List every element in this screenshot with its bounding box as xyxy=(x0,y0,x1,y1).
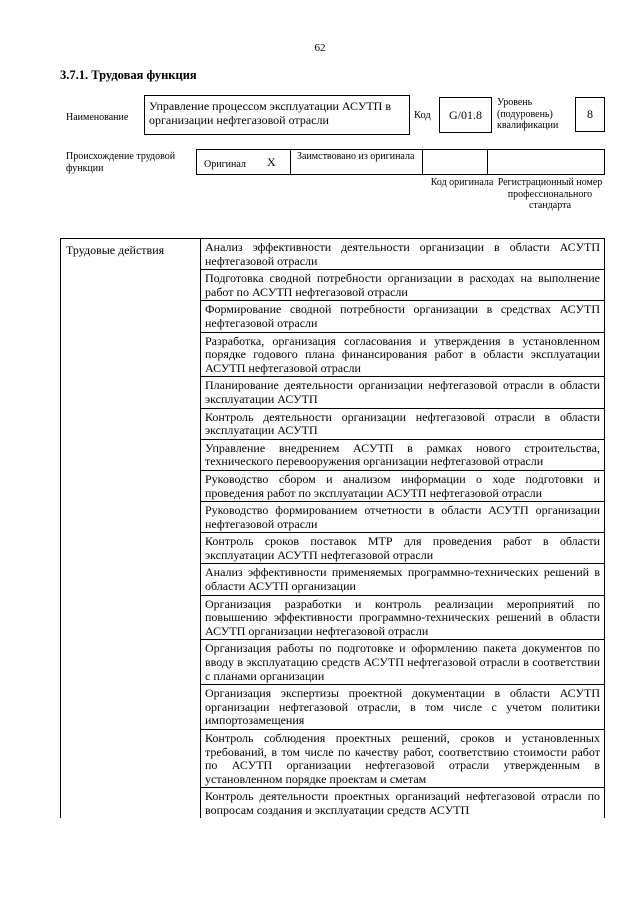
origin-original-cell xyxy=(197,150,291,174)
origin-reg-number-cell xyxy=(488,150,604,174)
borrowed-label: Заимствовано из оригинала xyxy=(297,151,415,162)
labor-action-item: Организация разработки и контроль реализации мероприятий по повышению эффективности программно-технических решений в области АСУТП организации нефтегазовой отрасли xyxy=(201,596,604,641)
labor-action-item: Разработка, организация согласования и утверждения в установленном порядке годового плана финансирования работ в области эксплуатации АСУТП нефтегазовой отрасли xyxy=(201,333,604,378)
origin-table xyxy=(196,149,605,175)
labor-action-item: Организация работы по подготовке и оформлению пакета документов по вводу в эксплуатацию средств АСУТП нефтегазовой отрасли в соответствии с планами организации xyxy=(201,640,604,685)
labor-action-item: Организация экспертизы проектной документации в области АСУТП организации нефтегазовой отрасли, в том числе с учетом политики импортозамещения xyxy=(201,685,604,730)
labor-action-item: Контроль соблюдения проектных решений, сроков и установленных требований, в том числе по качеству работ, соответствию стоимости работ по АСУТП организации нефтегазовой отрасли утвержденным в установленном порядке проектам и сметам xyxy=(201,730,604,788)
labor-action-item: Планирование деятельности организации нефтегазовой отрасли в области эксплуатации АСУТП xyxy=(201,377,604,408)
origin-label: Происхождение трудовой функции xyxy=(66,151,176,174)
reg-number-caption: Регистрационный номер профессионального стандарта xyxy=(497,177,603,211)
labor-action-item: Руководство формированием отчетности в области АСУТП организации нефтегазовой отрасли xyxy=(201,502,604,533)
labor-action-item: Анализ эффективности применяемых программно-технических решений в области АСУТП организации xyxy=(201,564,604,595)
code-label: Код xyxy=(414,110,431,121)
qualification-level-value: 8 xyxy=(575,97,605,132)
labor-action-item: Контроль деятельности проектных организаций нефтегазовой отрасли по вопросам создания и эксплуатации средств АСУТП xyxy=(205,789,600,817)
labor-action-item: Руководство сбором и анализом информации о ходе подготовки и проведения работ по эксплуатации АСУТП нефтегазовой отрасли xyxy=(201,471,604,502)
section-title: 3.7.1. Трудовая функция xyxy=(60,68,197,82)
origin-code-cell xyxy=(423,150,488,174)
original-code-caption: Код оригинала xyxy=(430,177,494,188)
labor-action-item: Подготовка сводной потребности организации в расходах на выполнение работ по АСУТП нефтегазовой отрасли xyxy=(201,270,604,301)
labor-action-item: Управление внедрением АСУТП в рамках нового строительства, технического перевооружения организации нефтегазовой отрасли xyxy=(201,440,604,471)
labor-actions-label-cell xyxy=(61,239,201,818)
qualification-level-label: Уровень (подуровень) квалификации xyxy=(497,97,559,131)
name-label: Наименование xyxy=(66,112,129,123)
labor-actions-table xyxy=(60,238,605,818)
function-name-value: Управление процессом эксплуатации АСУТП в организации нефтегазовой отрасли xyxy=(144,95,410,135)
code-value: G/01.8 xyxy=(439,97,492,133)
labor-actions-label: Трудовые действия xyxy=(66,243,165,257)
page-number: 62 xyxy=(314,42,326,54)
labor-action-item: Формирование сводной потребности организации в средствах АСУТП нефтегазовой отрасли xyxy=(201,301,604,332)
labor-action-item: Контроль деятельности организации нефтегазовой отрасли в области эксплуатации АСУТП xyxy=(201,409,604,440)
labor-actions-list xyxy=(201,239,604,819)
original-label: Оригинал xyxy=(204,159,246,170)
origin-borrowed-cell xyxy=(291,150,423,174)
labor-action-item: Анализ эффективности деятельности организации в области АСУТП нефтегазовой отрасли xyxy=(201,239,604,270)
labor-action-item: Контроль сроков поставок МТР для проведения работ в области эксплуатации АСУТП нефтегазовой отрасли xyxy=(201,533,604,564)
original-mark: X xyxy=(267,155,276,169)
